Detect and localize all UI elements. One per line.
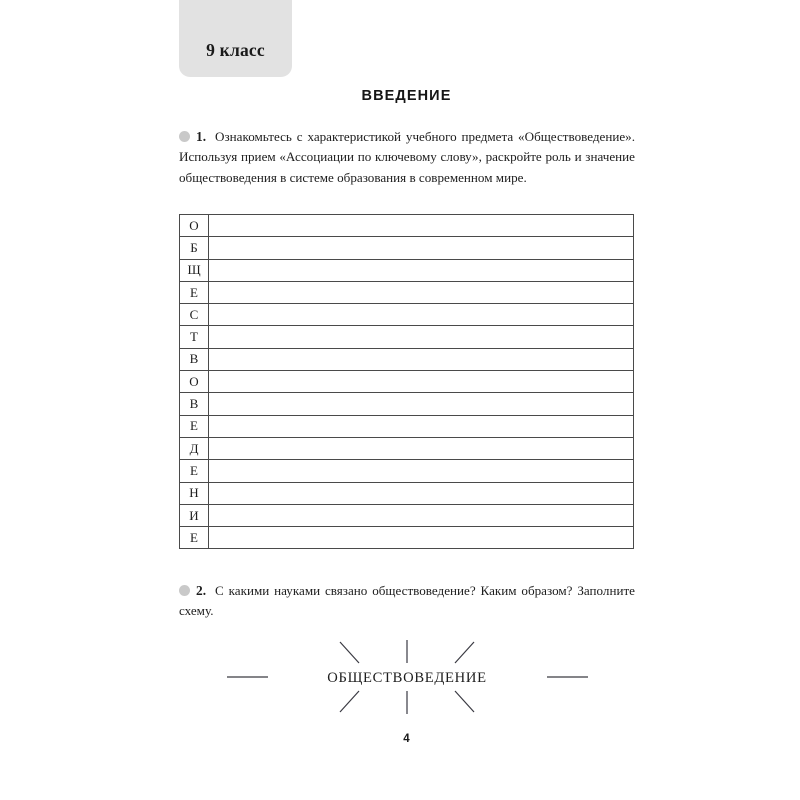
acrostic-answer-cell[interactable] bbox=[209, 482, 634, 504]
table-row bbox=[180, 215, 634, 237]
table-row bbox=[180, 393, 634, 415]
acrostic-letter-cell: Д bbox=[180, 437, 209, 459]
acrostic-letter-cell: С bbox=[180, 304, 209, 326]
scheme-connector-top-left bbox=[340, 642, 359, 663]
task-number-2: 2. bbox=[196, 583, 207, 598]
table-row bbox=[180, 371, 634, 393]
acrostic-answer-cell[interactable] bbox=[209, 281, 634, 303]
acrostic-letter-cell: Щ bbox=[180, 259, 209, 281]
acrostic-answer-cell[interactable] bbox=[209, 504, 634, 526]
acrostic-answer-cell[interactable] bbox=[209, 259, 634, 281]
acrostic-answer-cell[interactable] bbox=[209, 415, 634, 437]
acrostic-answer-cell[interactable] bbox=[209, 393, 634, 415]
acrostic-letter-cell: Е bbox=[180, 527, 209, 549]
table-row bbox=[180, 281, 634, 303]
table-row bbox=[180, 237, 634, 259]
table-row bbox=[180, 304, 634, 326]
scheme-connector-top-right bbox=[455, 642, 474, 663]
acrostic-letter-cell: Б bbox=[180, 237, 209, 259]
acrostic-letter-cell: Н bbox=[180, 482, 209, 504]
acrostic-letter-cell: О bbox=[180, 371, 209, 393]
grade-badge bbox=[179, 0, 292, 77]
task-item-1 bbox=[179, 127, 635, 188]
scheme-connector-bottom-right bbox=[455, 691, 474, 712]
table-row bbox=[180, 437, 634, 459]
table-row bbox=[180, 482, 634, 504]
acrostic-letter-cell: Е bbox=[180, 460, 209, 482]
scheme-diagram-svg bbox=[179, 634, 634, 720]
table-row bbox=[180, 527, 634, 549]
task-text-2: С какими науками связано обществоведение? Каким образом? Заполните схему. bbox=[179, 583, 635, 619]
task-item-2 bbox=[179, 581, 635, 622]
task-text-1: Ознакомьтесь с характеристикой учебного предмета «Обществоведение». Используя прием «Ассоциации по ключевому слову», раскройте роль и значение обществоведения в системе образования в современном мире. bbox=[179, 129, 635, 185]
acrostic-answer-cell[interactable] bbox=[209, 237, 634, 259]
acrostic-answer-cell[interactable] bbox=[209, 348, 634, 370]
acrostic-letter-cell: В bbox=[180, 348, 209, 370]
acrostic-letter-cell: В bbox=[180, 393, 209, 415]
acrostic-letter-cell: И bbox=[180, 504, 209, 526]
grade-badge-label: 9 класс bbox=[206, 40, 265, 60]
acrostic-answer-cell[interactable] bbox=[209, 371, 634, 393]
table-row bbox=[180, 460, 634, 482]
acrostic-answer-cell[interactable] bbox=[209, 215, 634, 237]
acrostic-letter-cell: Е bbox=[180, 281, 209, 303]
acrostic-answer-cell[interactable] bbox=[209, 326, 634, 348]
acrostic-answer-cell[interactable] bbox=[209, 437, 634, 459]
acrostic-table bbox=[179, 214, 634, 549]
table-row bbox=[180, 259, 634, 281]
acrostic-answer-cell[interactable] bbox=[209, 460, 634, 482]
bullet-circle-icon bbox=[179, 585, 190, 596]
page-number: 4 bbox=[403, 733, 410, 745]
table-row bbox=[180, 504, 634, 526]
table-row bbox=[180, 326, 634, 348]
page-title: ВВЕДЕНИЕ bbox=[361, 88, 452, 104]
scheme-diagram bbox=[179, 634, 634, 720]
acrostic-letter-cell: О bbox=[180, 215, 209, 237]
acrostic-letter-cell: Т bbox=[180, 326, 209, 348]
table-row bbox=[180, 348, 634, 370]
acrostic-answer-cell[interactable] bbox=[209, 304, 634, 326]
task-number-1: 1. bbox=[196, 129, 207, 144]
acrostic-table-body bbox=[180, 215, 634, 549]
acrostic-answer-cell[interactable] bbox=[209, 527, 634, 549]
table-row bbox=[180, 415, 634, 437]
bullet-circle-icon bbox=[179, 131, 190, 142]
scheme-connector-bottom-left bbox=[340, 691, 359, 712]
acrostic-letter-cell: Е bbox=[180, 415, 209, 437]
scheme-center-label: ОБЩЕСТВОВЕДЕНИЕ bbox=[327, 670, 487, 686]
